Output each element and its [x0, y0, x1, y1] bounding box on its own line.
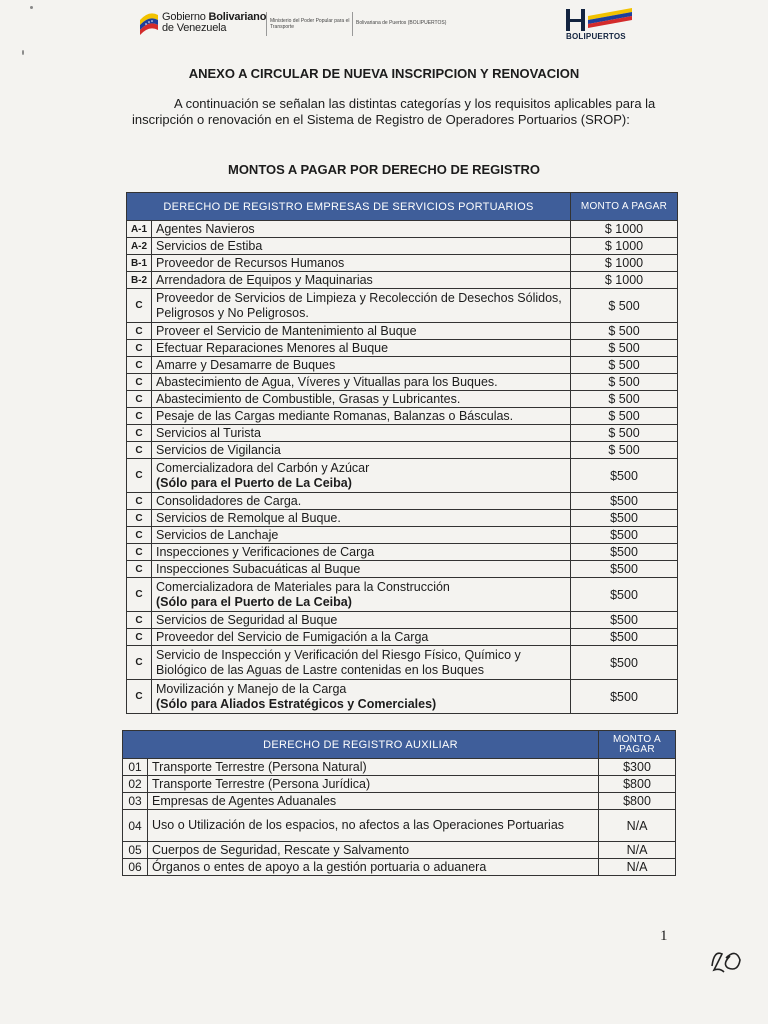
row-amount: $ 500	[571, 340, 678, 357]
table1-header-description: DERECHO DE REGISTRO EMPRESAS DE SERVICIOS PORTUARIOS	[127, 193, 571, 221]
row-description	[152, 561, 571, 578]
row-description-text: Proveer el Servicio de Mantenimiento al Buque	[156, 323, 417, 338]
row-code: C	[127, 578, 152, 612]
document-title: ANEXO A CIRCULAR DE NUEVA INSCRIPCION Y RENOVACION	[188, 66, 580, 81]
row-amount: $500	[571, 459, 678, 493]
row-amount: N/A	[599, 842, 676, 859]
row-amount: $500	[571, 510, 678, 527]
intro-text: A continuación se señalan las distintas categorías y los requisitos aplicables para la inscripción o renovación en el Sistema de Registro de Operadores Portuarios (SROP):	[132, 96, 656, 127]
table-row	[127, 510, 678, 527]
row-description	[152, 391, 571, 408]
row-description	[152, 544, 571, 561]
handwritten-initials-icon	[708, 944, 750, 976]
page-number: 1	[660, 928, 668, 944]
row-amount: $ 500	[571, 289, 678, 323]
row-description-text: Servicios de Vigilancia	[156, 442, 281, 457]
row-amount: $800	[599, 776, 676, 793]
row-code: C	[127, 323, 152, 340]
table-row	[127, 289, 678, 323]
row-description	[148, 810, 599, 842]
row-description	[152, 459, 571, 493]
row-amount: $500	[571, 544, 678, 561]
row-amount: N/A	[599, 810, 676, 842]
row-amount: $ 500	[571, 374, 678, 391]
table-row	[127, 527, 678, 544]
row-amount: N/A	[599, 859, 676, 876]
table-row	[127, 272, 678, 289]
row-description-text: Empresas de Agentes Aduanales	[152, 793, 337, 808]
table-row	[123, 793, 676, 810]
table-row	[127, 391, 678, 408]
scan-speck	[30, 6, 33, 9]
row-description-text: Amarre y Desamarre de Buques	[156, 357, 336, 372]
header-divider	[352, 12, 353, 36]
row-amount: $500	[571, 646, 678, 680]
row-code: 06	[123, 859, 148, 876]
table-row	[127, 408, 678, 425]
table-row	[127, 255, 678, 272]
row-amount: $500	[571, 612, 678, 629]
table-row	[127, 612, 678, 629]
table-row	[127, 680, 678, 714]
row-amount: $800	[599, 793, 676, 810]
row-description-text: Transporte Terrestre (Persona Natural)	[152, 759, 367, 774]
table-row	[127, 357, 678, 374]
row-description-text: Uso o Utilización de los espacios, no afectos a las Operaciones Portuarias	[152, 818, 565, 832]
row-description	[152, 221, 571, 238]
table-row	[127, 238, 678, 255]
row-note: (Sólo para Aliados Estratégicos y Comerciales)	[156, 696, 437, 711]
row-amount: $ 1000	[571, 272, 678, 289]
row-description-text: Cuerpos de Seguridad, Rescate y Salvamento	[152, 842, 410, 857]
row-code: C	[127, 408, 152, 425]
row-description-text: Servicios de Estiba	[156, 238, 263, 253]
row-description-text: Agentes Navieros	[156, 221, 255, 236]
row-amount: $ 1000	[571, 221, 678, 238]
row-description-text: Servicio de Inspección y Verificación del Riesgo Físico, Químico y Biológico de las Aguas de Lastre contenidas en los Buques	[156, 647, 521, 677]
row-amount: $ 500	[571, 391, 678, 408]
table-row	[127, 459, 678, 493]
row-description	[152, 493, 571, 510]
row-code: 05	[123, 842, 148, 859]
row-description-text: Servicios al Turista	[156, 425, 261, 440]
row-description	[152, 527, 571, 544]
row-description-text: Abastecimiento de Combustible, Grasas y Lubricantes.	[156, 391, 461, 406]
table-row	[127, 493, 678, 510]
venezuela-line: de Venezuela	[162, 22, 227, 34]
row-code: C	[127, 374, 152, 391]
row-code: A-1	[127, 221, 152, 238]
row-code: C	[127, 612, 152, 629]
row-code: 04	[123, 810, 148, 842]
table-row	[123, 810, 676, 842]
row-description	[152, 442, 571, 459]
row-description-text: Inspecciones Subacuáticas al Buque	[156, 561, 361, 576]
row-description	[152, 255, 571, 272]
row-description	[152, 374, 571, 391]
row-description	[152, 289, 571, 323]
row-code: C	[127, 680, 152, 714]
row-description-text: Proveedor de Servicios de Limpieza y Recolección de Desechos Sólidos, Peligrosos y No Peligrosos.	[156, 290, 562, 320]
row-description	[148, 776, 599, 793]
row-description	[152, 425, 571, 442]
table-row	[127, 323, 678, 340]
row-description-text: Consolidadores de Carga.	[156, 493, 302, 508]
row-description-text: Arrendadora de Equipos y Maquinarias	[156, 272, 373, 287]
row-description	[148, 859, 599, 876]
auxiliary-fee-table	[122, 730, 676, 876]
row-code: 01	[123, 759, 148, 776]
row-description-text: Efectuar Reparaciones Menores al Buque	[156, 340, 389, 355]
row-code: 02	[123, 776, 148, 793]
row-amount: $ 1000	[571, 255, 678, 272]
row-description-text: Órganos o entes de apoyo a la gestión portuaria o aduanera	[152, 859, 487, 874]
table-row	[123, 759, 676, 776]
table-row	[123, 859, 676, 876]
row-description-text: Proveedor del Servicio de Fumigación a la Carga	[156, 629, 429, 644]
table1-header-amount: MONTO A PAGAR	[571, 193, 678, 221]
table1-body	[127, 221, 678, 714]
row-description	[152, 323, 571, 340]
row-description	[152, 357, 571, 374]
gobierno-word: Gobierno	[162, 11, 206, 23]
row-description	[152, 340, 571, 357]
table2-header-description: DERECHO DE REGISTRO AUXILIAR	[123, 731, 599, 759]
table2-header-amount: MONTO A PAGAR	[599, 731, 676, 759]
row-amount: $ 500	[571, 425, 678, 442]
scan-speck	[22, 50, 24, 55]
row-description	[152, 238, 571, 255]
letterhead	[138, 4, 658, 44]
row-code: C	[127, 442, 152, 459]
row-code: C	[127, 646, 152, 680]
row-amount: $500	[571, 680, 678, 714]
row-code: C	[127, 425, 152, 442]
row-description	[152, 510, 571, 527]
row-description-text: Pesaje de las Cargas mediante Romanas, Balanzas o Básculas.	[156, 408, 514, 423]
table-row	[127, 221, 678, 238]
table-row	[127, 442, 678, 459]
row-description	[152, 272, 571, 289]
row-code: C	[127, 527, 152, 544]
row-description-text: Transporte Terrestre (Persona Jurídica)	[152, 776, 371, 791]
row-description-text: Servicios de Remolque al Buque.	[156, 510, 341, 525]
bolipuertos-brand: BOLIPUERTOS	[566, 32, 626, 41]
table-row	[123, 842, 676, 859]
header-divider	[266, 12, 267, 36]
row-amount: $ 500	[571, 323, 678, 340]
table-row	[127, 629, 678, 646]
table-row	[127, 425, 678, 442]
row-description	[152, 680, 571, 714]
row-description-text: Comercializadora de Materiales para la Construcción	[156, 579, 450, 594]
row-amount: $ 500	[571, 357, 678, 374]
row-description-text: Servicios de Lanchaje	[156, 527, 279, 542]
port-services-fee-table	[126, 192, 678, 714]
row-code: 03	[123, 793, 148, 810]
bolipuertos-fullname: Bolivariana de Puertos (BOLIPUERTOS)	[356, 20, 447, 26]
row-code: C	[127, 510, 152, 527]
table-row	[127, 374, 678, 391]
row-description	[152, 612, 571, 629]
row-note: (Sólo para el Puerto de La Ceiba)	[156, 594, 352, 609]
row-description-text: Movilización y Manejo de la Carga	[156, 681, 347, 696]
row-code: C	[127, 561, 152, 578]
row-amount: $500	[571, 493, 678, 510]
row-description	[152, 408, 571, 425]
table-row	[123, 776, 676, 793]
intro-paragraph	[132, 96, 672, 128]
row-description	[148, 842, 599, 859]
row-code: C	[127, 544, 152, 561]
row-code: B-2	[127, 272, 152, 289]
row-code: C	[127, 289, 152, 323]
section-subtitle: MONTOS A PAGAR POR DERECHO DE REGISTRO	[227, 162, 541, 177]
row-description	[152, 629, 571, 646]
row-code: C	[127, 629, 152, 646]
row-description	[148, 759, 599, 776]
row-amount: $500	[571, 561, 678, 578]
row-description-text: Comercializadora del Carbón y Azúcar	[156, 460, 370, 475]
row-code: C	[127, 357, 152, 374]
row-amount: $ 500	[571, 408, 678, 425]
row-amount: $300	[599, 759, 676, 776]
row-note: (Sólo para el Puerto de La Ceiba)	[156, 475, 352, 490]
row-code: C	[127, 340, 152, 357]
table-row	[127, 340, 678, 357]
row-description	[152, 646, 571, 680]
row-description	[148, 793, 599, 810]
row-amount: $500	[571, 578, 678, 612]
row-description-text: Abastecimiento de Agua, Víveres y Vituallas para los Buques.	[156, 374, 498, 389]
table-row	[127, 646, 678, 680]
bolivariano-word: Bolivariano	[208, 11, 267, 23]
table2-body	[123, 759, 676, 876]
row-code: A-2	[127, 238, 152, 255]
row-description-text: Servicios de Seguridad al Buque	[156, 612, 338, 627]
ministry-name: Ministerio del Poder Popular para el Transporte	[270, 18, 350, 30]
table-row	[127, 578, 678, 612]
venezuela-flag-logo-icon	[138, 6, 160, 36]
row-code: C	[127, 459, 152, 493]
row-description-text: Inspecciones y Verificaciones de Carga	[156, 544, 375, 559]
row-description-text: Proveedor de Recursos Humanos	[156, 255, 345, 270]
table-row	[127, 561, 678, 578]
row-amount: $500	[571, 629, 678, 646]
row-code: C	[127, 391, 152, 408]
row-amount: $ 1000	[571, 238, 678, 255]
row-code: B-1	[127, 255, 152, 272]
row-code: C	[127, 493, 152, 510]
row-description	[152, 578, 571, 612]
row-amount: $ 500	[571, 442, 678, 459]
government-name	[162, 12, 266, 34]
table-row	[127, 544, 678, 561]
row-amount: $500	[571, 527, 678, 544]
